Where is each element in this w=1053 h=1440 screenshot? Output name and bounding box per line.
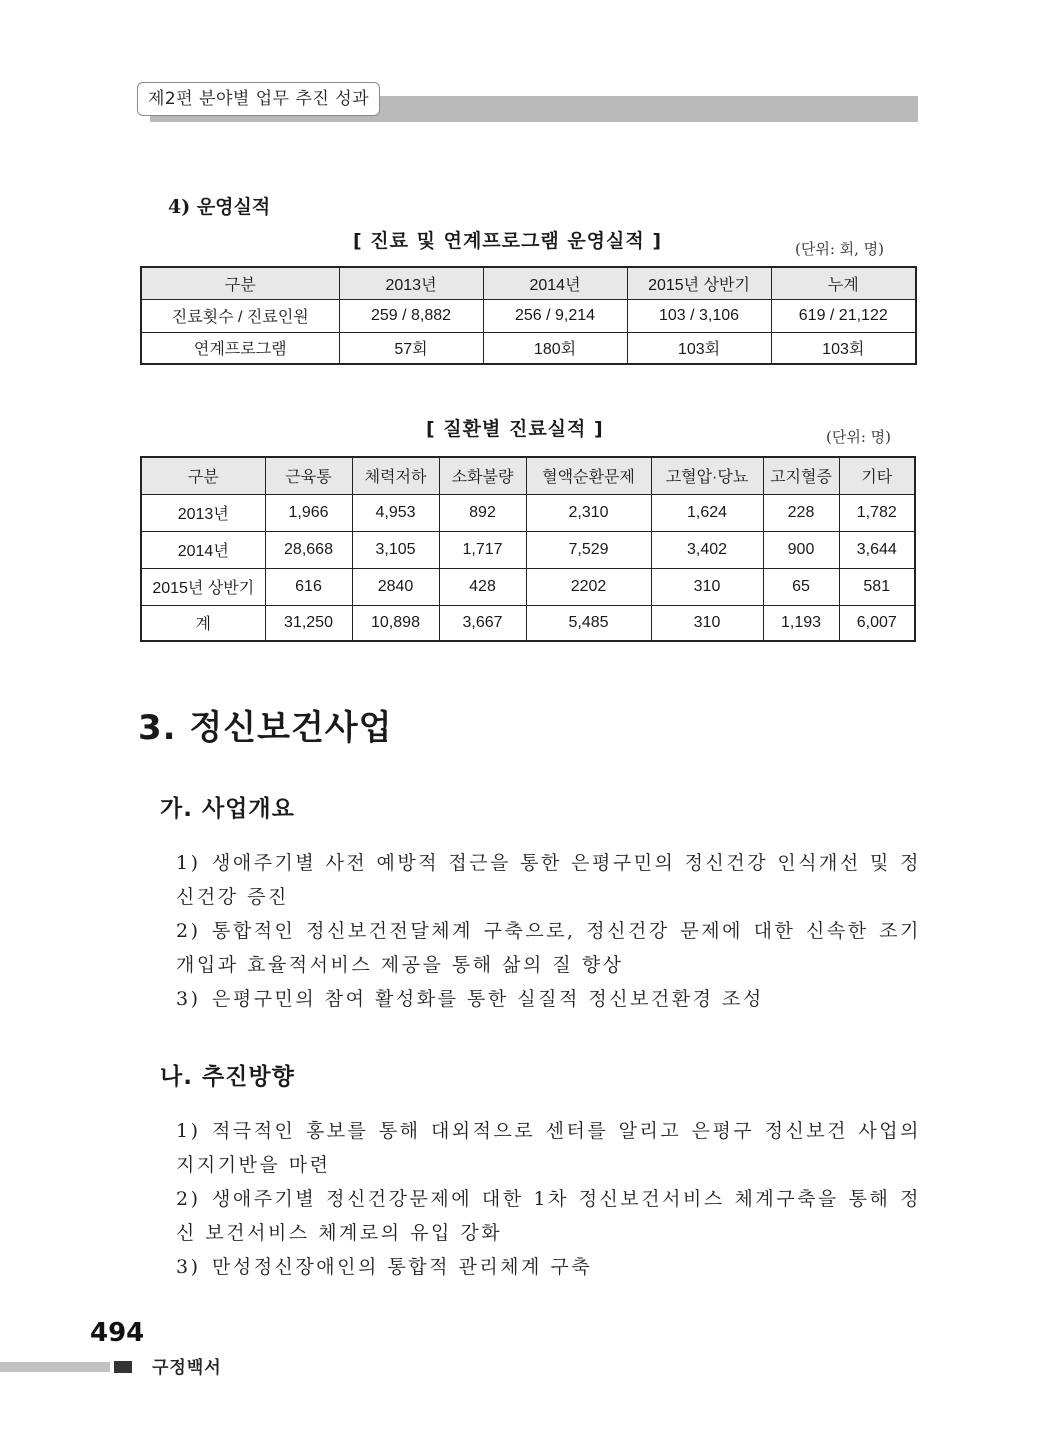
table-cell: 581 xyxy=(839,568,915,605)
table-cell: 103회 xyxy=(627,332,771,364)
table-cell: 10,898 xyxy=(352,605,439,641)
list-item-text: 은평구민의 참여 활성화를 통한 실질적 정신보건환경 조성 xyxy=(212,988,764,1010)
list-item xyxy=(176,982,921,1016)
table-cell: 103 / 3,106 xyxy=(627,299,771,332)
header-cell: 2014년 xyxy=(483,267,627,299)
table-cell: 2015년 상반기 xyxy=(141,568,265,605)
table-cell: 연계프로그램 xyxy=(141,332,339,364)
table-cell: 57회 xyxy=(339,332,483,364)
list-item-number: 1) xyxy=(176,852,201,874)
table-cell: 103회 xyxy=(771,332,916,364)
table-cell: 1,966 xyxy=(265,494,352,531)
header-cell: 근육통 xyxy=(265,457,352,494)
table-cell: 28,668 xyxy=(265,531,352,568)
table-cell: 2840 xyxy=(352,568,439,605)
list-item xyxy=(176,1182,921,1250)
table2-title: [ 질환별 진료실적 ] xyxy=(426,418,604,440)
table-cell: 진료횟수 / 진료인원 xyxy=(141,299,339,332)
list-item-text: 적극적인 홍보를 통해 대외적으로 센터를 알리고 은평구 정신보건 사업의 지지기반을 마련 xyxy=(176,1120,921,1176)
header-cell: 고지혈증 xyxy=(763,457,839,494)
table-cell: 2013년 xyxy=(141,494,265,531)
list-item-number: 1) xyxy=(176,1120,201,1142)
table-cell: 310 xyxy=(651,568,763,605)
list-item-text: 생애주기별 정신건강문제에 대한 1차 정신보건서비스 체계구축을 통해 정신 보건서비스 체계로의 유입 강화 xyxy=(176,1188,921,1244)
table-cell: 310 xyxy=(651,605,763,641)
disease-results-table xyxy=(140,456,916,642)
main-heading: 3. 정신보건사업 xyxy=(138,708,393,748)
table-cell: 6,007 xyxy=(839,605,915,641)
table1-unit: (단위: 회, 명) xyxy=(795,240,885,258)
table1-title: [ 진료 및 연계프로그램 운영실적 ] xyxy=(353,230,663,252)
page-number: 494 xyxy=(90,1318,145,1348)
list-item xyxy=(176,1250,921,1284)
overview-list xyxy=(176,846,921,1016)
sub-heading: 4) 운영실적 xyxy=(168,196,271,218)
table-cell: 1,193 xyxy=(763,605,839,641)
table-cell: 2014년 xyxy=(141,531,265,568)
table-cell: 228 xyxy=(763,494,839,531)
header-cell: 소화불량 xyxy=(439,457,526,494)
table-cell: 계 xyxy=(141,605,265,641)
table-cell: 7,529 xyxy=(526,531,651,568)
header-cell: 2013년 xyxy=(339,267,483,299)
section-tab: 제2편 분야별 업무 추진 성과 xyxy=(137,82,380,116)
table-cell: 1,624 xyxy=(651,494,763,531)
table-cell: 428 xyxy=(439,568,526,605)
book-title: 구정백서 xyxy=(152,1358,222,1378)
table-cell: 3,402 xyxy=(651,531,763,568)
table-cell: 900 xyxy=(763,531,839,568)
table-row xyxy=(141,568,915,605)
table-cell: 1,782 xyxy=(839,494,915,531)
table-cell: 2202 xyxy=(526,568,651,605)
list-item xyxy=(176,846,921,914)
list-item-number: 2) xyxy=(176,920,201,942)
footer-bar xyxy=(0,1362,110,1372)
table-cell: 4,953 xyxy=(352,494,439,531)
table-cell: 1,717 xyxy=(439,531,526,568)
header-cell: 2015년 상반기 xyxy=(627,267,771,299)
table-header-row xyxy=(141,267,916,299)
header-cell: 기타 xyxy=(839,457,915,494)
header-cell: 고혈압·당뇨 xyxy=(651,457,763,494)
list-item xyxy=(176,1114,921,1182)
header-cell: 구분 xyxy=(141,267,339,299)
table-cell: 3,644 xyxy=(839,531,915,568)
table-cell: 619 / 21,122 xyxy=(771,299,916,332)
table-row xyxy=(141,531,915,568)
table-cell: 5,485 xyxy=(526,605,651,641)
list-item xyxy=(176,914,921,982)
list-item-number: 3) xyxy=(176,1256,201,1278)
header-cell: 누계 xyxy=(771,267,916,299)
list-item-text: 만성정신장애인의 통합적 관리체계 구축 xyxy=(212,1256,593,1278)
table-cell: 65 xyxy=(763,568,839,605)
table-cell: 180회 xyxy=(483,332,627,364)
table-header-row xyxy=(141,457,915,494)
list-item-number: 3) xyxy=(176,988,201,1010)
table-cell: 3,667 xyxy=(439,605,526,641)
list-item-text: 통합적인 정신보건전달체계 구축으로, 정신건강 문제에 대한 신속한 조기 개입과 효율적서비스 제공을 통해 삶의 질 향상 xyxy=(176,920,921,976)
header-cell: 혈액순환문제 xyxy=(526,457,651,494)
section-heading-overview: 가. 사업개요 xyxy=(160,796,295,822)
header-cell: 체력저하 xyxy=(352,457,439,494)
table-row xyxy=(141,494,915,531)
program-results-table xyxy=(140,266,917,365)
table-cell: 616 xyxy=(265,568,352,605)
footer-marker xyxy=(114,1361,132,1373)
table-cell: 892 xyxy=(439,494,526,531)
table-cell: 259 / 8,882 xyxy=(339,299,483,332)
table-row xyxy=(141,332,916,364)
direction-list xyxy=(176,1114,921,1284)
table-cell: 256 / 9,214 xyxy=(483,299,627,332)
list-item-number: 2) xyxy=(176,1188,201,1210)
table-cell: 2,310 xyxy=(526,494,651,531)
table-cell: 31,250 xyxy=(265,605,352,641)
section-heading-direction: 나. 추진방향 xyxy=(160,1064,295,1090)
table2-unit: (단위: 명) xyxy=(826,428,891,446)
table-row xyxy=(141,605,915,641)
header-cell: 구분 xyxy=(141,457,265,494)
table-cell: 3,105 xyxy=(352,531,439,568)
table-row xyxy=(141,299,916,332)
list-item-text: 생애주기별 사전 예방적 접근을 통한 은평구민의 정신건강 인식개선 및 정신건강 증진 xyxy=(176,852,921,908)
